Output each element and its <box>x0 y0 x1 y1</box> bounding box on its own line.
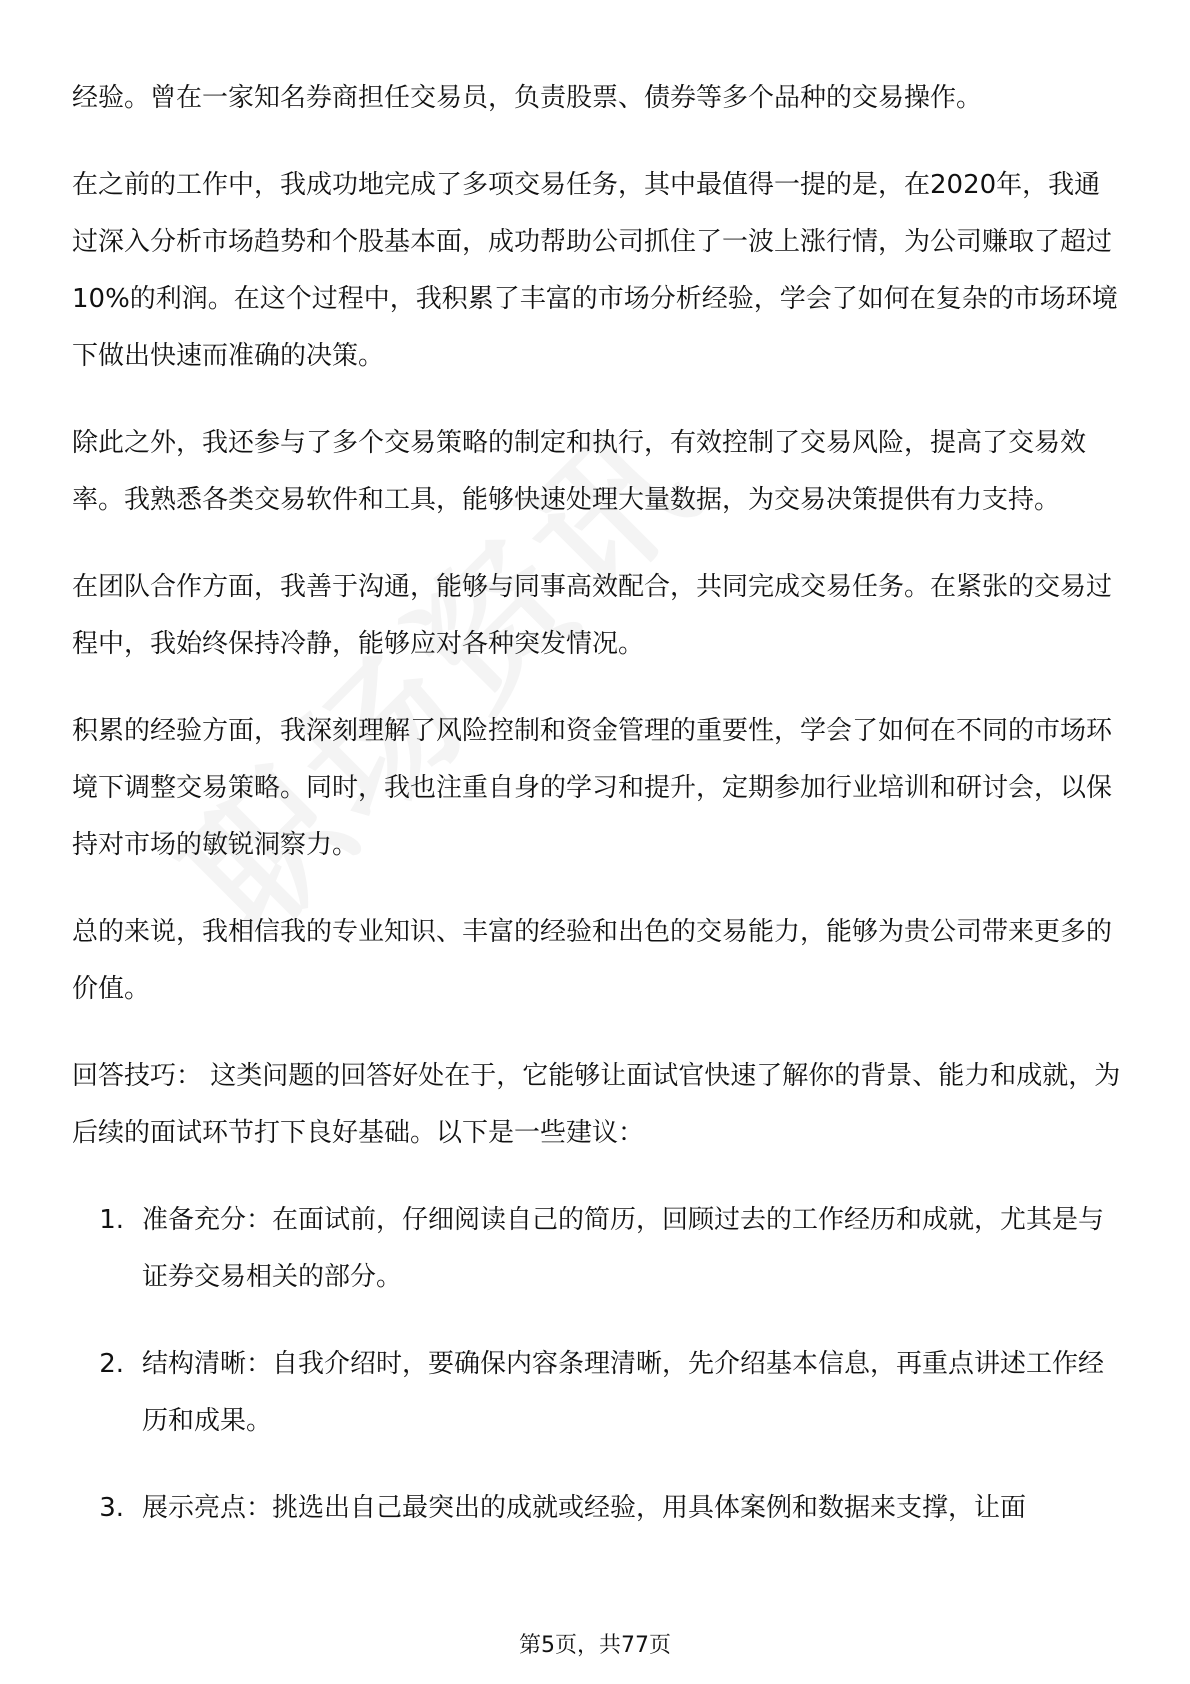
paragraph: 在团队合作方面，我善于沟通，能够与同事高效配合，共同完成交易任务。在紧张的交易过程中，我始终保持冷静，能够应对各种突发情况。 <box>72 572 1113 659</box>
list-item-number: 3. <box>99 1493 124 1523</box>
list-item-text: 准备充分：在面试前，仔细阅读自己的简历，回顾过去的工作经历和成就，尤其是与证券交易相关的部分。 <box>142 1205 1105 1292</box>
list-item-number: 1. <box>99 1205 124 1235</box>
paragraph: 积累的经验方面，我深刻理解了风险控制和资金管理的重要性，学会了如何在不同的市场环境下调整交易策略。同时，我也注重自身的学习和提升，定期参加行业培训和研讨会，以保持对市场的敏锐洞察力。 <box>72 716 1113 860</box>
list-item-text: 展示亮点：挑选出自己最突出的成就或经验，用具体案例和数据来支撑，让面 <box>142 1493 1027 1523</box>
answer-tips-paragraph: 回答技巧： 这类问题的回答好处在于，它能够让面试官快速了解你的背景、能力和成就，为后续的面试环节打下良好基础。以下是一些建议： <box>72 1061 1121 1148</box>
paragraph: 在之前的工作中，我成功地完成了多项交易任务，其中最值得一提的是，在2020年，我通过深入分析市场趋势和个股基本面，成功帮助公司抓住了一波上涨行情，为公司赚取了超过10%的利润。在这个过程中，我积累了丰富的市场分析经验，学会了如何在复杂的市场环境下做出快速而准确的决策。 <box>72 170 1118 371</box>
list-item <box>72 1192 1122 1306</box>
tips-list <box>72 1192 1122 1537</box>
list-item <box>72 1480 1122 1537</box>
list-item-number: 2. <box>99 1349 124 1379</box>
paragraph: 总的来说，我相信我的专业知识、丰富的经验和出色的交易能力，能够为贵公司带来更多的价值。 <box>72 917 1113 1004</box>
paragraph: 经验。曾在一家知名券商担任交易员，负责股票、债券等多个品种的交易操作。 <box>72 83 983 113</box>
list-item <box>72 1336 1122 1450</box>
paragraph: 除此之外，我还参与了多个交易策略的制定和执行，有效控制了交易风险，提高了交易效率。我熟悉各类交易软件和工具，能够快速处理大量数据，为交易决策提供有力支持。 <box>72 428 1087 515</box>
list-item-text: 结构清晰：自我介绍时，要确保内容条理清晰，先介绍基本信息，再重点讲述工作经历和成果。 <box>142 1349 1105 1436</box>
page-footer: 第5页，共77页 <box>519 1633 671 1658</box>
document-body <box>72 70 1122 1567</box>
